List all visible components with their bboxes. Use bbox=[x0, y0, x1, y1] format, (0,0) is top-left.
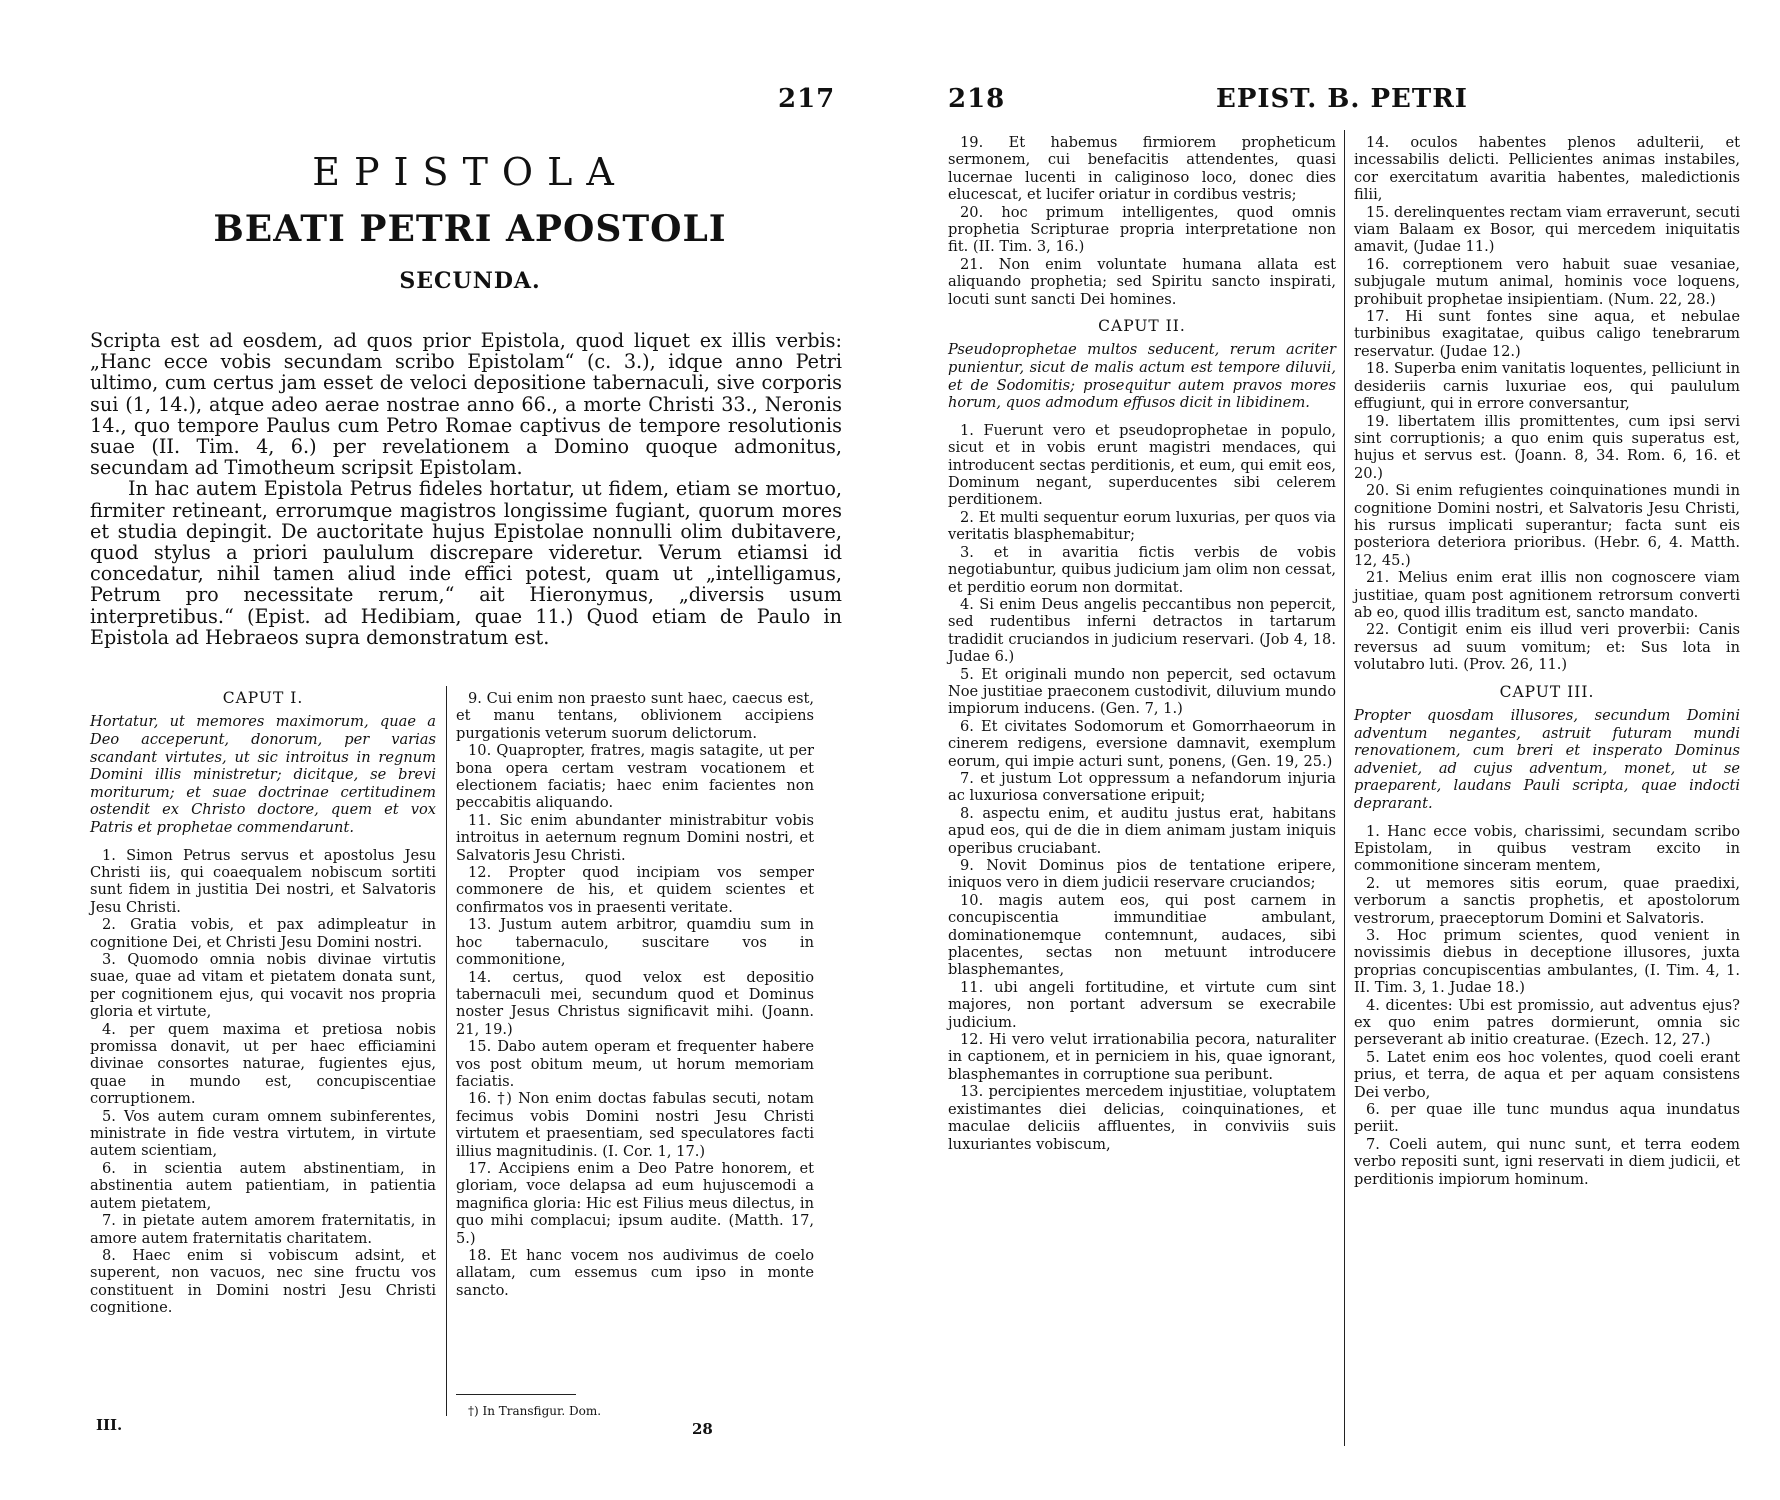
verse: 3. Quomodo omnia nobis divinae virtutis suae, quae ad vitam et pietatem donata sunt, per cognitionem ejus, qui vocavit nos propria gloria et virtute, bbox=[90, 951, 436, 1021]
verse: 13. Justum autem arbitror, quamdiu sum in hoc tabernaculo, suscitare vos in commonitione, bbox=[456, 916, 814, 969]
verse: 8. aspectu enim, et auditu justus erat, habitans apud eos, qui de die in diem animam justam iniquis operibus cruciabant. bbox=[948, 804, 1336, 857]
footnote-rule bbox=[456, 1394, 576, 1395]
chapter-summary: Pseudoprophetae multos seducent, rerum acriter punientur, sicut de malis actum est tempore diluvii, et de Sodomitis; prosequitur autem pravos mores horum, quos admodum effusos dicit in libidinem. bbox=[948, 341, 1336, 412]
verse: 12. Propter quod incipiam vos semper commonere de his, et quidem scientes et confirmatos vos in praesenti veritate. bbox=[456, 864, 814, 916]
page-number: 217 bbox=[778, 84, 836, 114]
verse: 6. Et civitates Sodomorum et Gomorrhaeorum in cinerem redigens, eversione damnavit, exemplum eorum, qui impie acturi sunt, ponens, (Gen. 19, 25.) bbox=[948, 717, 1336, 770]
verse: 2. Gratia vobis, et pax adimpleatur in cognitione Dei, et Christi Jesu Domini nostri. bbox=[90, 916, 436, 951]
verse: 7. in pietate autem amorem fraternitatis, in amore autem fraternitatis charitatem. bbox=[90, 1212, 436, 1247]
caput-heading: CAPUT I. bbox=[222, 689, 304, 707]
verse: 9. Novit Dominus pios de tentatione eripere, iniquos vero in diem judicii reservare cruciandos; bbox=[948, 857, 1336, 892]
verse: 1. Fuerunt vero et pseudoprophetae in populo, sicut et in vobis erunt magistri mendaces, qui introducent sectas perditionis, et eum, qui emit eos, Dominum negant, superducentes sibi celerem perditionem. bbox=[948, 421, 1336, 509]
chapter-summary: Propter quosdam illusores, secundum Domini adventum negantes, astruit futuram mundi renovationem, cum breri et insperato Dominus adveniet, ad cujus adventum, monet, ut se praeparent, laudans Pauli scripta, quae indocti deprarant. bbox=[1354, 707, 1740, 812]
verse: 1. Simon Petrus servus et apostolus Jesu Christi iis, qui coaequalem nobiscum sortiti sunt fidem in justitia Dei nostri, et Salvatoris Jesu Christi. bbox=[90, 846, 436, 916]
verse: 11. ubi angeli fortitudine, et virtute cum sint majores, non portant adversum se execrabile judicium. bbox=[948, 978, 1336, 1031]
verse: 19. libertatem illis promittentes, cum ipsi servi sint corruptionis; a quo enim quis superatus est, hujus et servus est. (Joann. 8, 34. Rom. 6, 16. et 20.) bbox=[1354, 412, 1740, 482]
verse: 2. ut memores sitis eorum, quae praedixi, verborum a sanctis prophetis, et apostolorum vestrorum, praeceptorum Domini et Salvatoris. bbox=[1354, 874, 1740, 927]
verse: 1. Hanc ecce vobis, charissimi, secundam scribo Epistolam, in quibus vestram excito in commonitione sinceram mentem, bbox=[1354, 822, 1740, 875]
verse: 20. Si enim refugientes coinquinationes mundi in cognitione Domini nostri, et Salvatoris Jesu Christi, his rursus implicati superantur; facta sunt eis posteriora deteriora prioribus. (Hebr. 6, 4. Matth. 12, 45.) bbox=[1354, 482, 1740, 569]
verse: 6. per quae ille tunc mundus aqua inundatus periit. bbox=[1354, 1101, 1740, 1136]
intro-paragraph: In hac autem Epistola Petrus fideles hortatur, ut fidem, etiam se mortuo, firmiter retineant, errorumque magistros longissime fugiant, quorum mores et studia depingit. De auctoritate hujus Epistolae nonnulli olim dubitavere, quod stylus a priori paululum discrepare videretur. Verum etiamsi id concedatur, nihil tamen aliud inde effici potest, quam ut „intelligamus, Petrum pro necessitate rerum,“ ait Hieronymus, „diversis usum interpretibus.“ (Epist. ad Hedibiam, quae 11.) Quod etiam de Paulo in Epistola ad Hebraeos supra demonstratum est. bbox=[90, 477, 842, 649]
column-divider bbox=[446, 686, 447, 1416]
verse: 7. et justum Lot oppressum a nefandorum injuria ac luxuriosa conversatione eripuit; bbox=[948, 769, 1336, 805]
verse: 5. Latet enim eos hoc volentes, quod coeli erant prius, et terra, de aqua et per aquam consistens Dei verbo, bbox=[1354, 1048, 1740, 1101]
page-number: 218 bbox=[948, 84, 1006, 114]
column-divider bbox=[1344, 130, 1345, 1446]
verse: 9. Cui enim non praesto sunt haec, caecus est, et manu tentans, oblivionem accipiens purgationis veterum suorum delictorum. bbox=[456, 690, 814, 742]
signature-number: 28 bbox=[692, 1420, 713, 1438]
verse: 21. Melius enim erat illis non cognoscere viam justitiae, quam post agnitionem retrorsum converti ab eo, quod illis traditum est, sancto mandato. bbox=[1354, 569, 1740, 621]
verse: 11. Sic enim abundanter ministrabitur vobis introitus in aeternum regnum Domini nostri, et Salvatoris Jesu Christi. bbox=[456, 811, 814, 864]
signature-mark: III. bbox=[96, 1416, 123, 1434]
verse: 16. †) Non enim doctas fabulas secuti, notam fecimus vobis Domini nostri Jesu Christi virtutem et praesentiam, sed speculatores facti illius magnitudinis. (I. Cor. 1, 17.) bbox=[456, 1090, 814, 1160]
left-page bbox=[90, 0, 850, 1500]
verse: 8. Haec enim si vobiscum adsint, et superent, non vacuos, nec sine fructu vos constituent in Domini nostri Jesu Christi cognitione. bbox=[90, 1246, 436, 1317]
verse: 10. magis autem eos, qui post carnem in concupiscentia immunditiae ambulant, dominationemque contemnunt, audaces, sibi placentes, sectas non metuunt introducere blasphemantes, bbox=[948, 891, 1336, 979]
title-epistola: EPISTOLA bbox=[312, 150, 628, 194]
right-column-2 bbox=[1354, 134, 1740, 1188]
verse: 19. Et habemus firmiorem propheticum sermonem, cui benefacitis attendentes, quasi lucernae lucenti in caliginoso loco, donec dies elucescat, et lucifer oriatur in cordibus vestris; bbox=[948, 134, 1336, 204]
introduction bbox=[90, 330, 842, 648]
verse: 15. Dabo autem operam et frequenter habere vos post obitum meum, ut horum memoriam faciatis. bbox=[456, 1038, 814, 1090]
title-secunda: SECUNDA. bbox=[399, 268, 541, 294]
verse: 15. derelinquentes rectam viam erraverunt, secuti viam Balaam ex Bosor, qui mercedem iniquitatis amavit, (Judae 11.) bbox=[1354, 203, 1740, 256]
verse: 14. certus, quod velox est depositio tabernaculi mei, secundum quod et Dominus noster Jesus Christus significavit mihi. (Joann. 21, 19.) bbox=[456, 968, 814, 1038]
verse: 10. Quapropter, fratres, magis satagite, ut per bona opera certam vestram vocationem et electionem faciatis; haec enim facientes non peccabitis aliquando. bbox=[456, 742, 814, 812]
verse: 4. dicentes: Ubi est promissio, aut adventus ejus? ex quo enim patres dormierunt, omnia sic perseverant ab initio creaturae. (Ezech. 12, 27.) bbox=[1354, 996, 1740, 1049]
left-column-1 bbox=[90, 690, 436, 1317]
verse: 20. hoc primum intelligentes, quod omnis prophetia Scripturae propria interpretatione non fit. (II. Tim. 3, 16.) bbox=[948, 203, 1336, 256]
verse: 2. Et multi sequentur eorum luxurias, per quos via veritatis blasphemabitur; bbox=[948, 508, 1336, 544]
verse: 7. Coeli autem, qui nunc sunt, et terra eodem verbo repositi sunt, igni reservati in diem judicii, et perditionis impiorum hominum. bbox=[1354, 1135, 1740, 1188]
left-column-2 bbox=[456, 690, 814, 1299]
verse: 13. percipientes mercedem injustitiae, voluptatem existimantes diei delicias, coinquinationes, et maculae deliciis affluentes, in conviviis suis luxuriantes vobiscum, bbox=[948, 1083, 1336, 1153]
verse: 3. Hoc primum scientes, quod venient in novissimis diebus in deceptione illusores, juxta proprias concupiscentias ambulantes, (I. Tim. 4, 1. II. Tim. 3, 1. Judae 18.) bbox=[1354, 927, 1740, 997]
verse: 18. Et hanc vocem nos audivimus de coelo allatam, cum essemus cum ipso in monte sancto. bbox=[456, 1247, 814, 1299]
caput-heading: CAPUT III. bbox=[1499, 682, 1595, 701]
verse: 21. Non enim voluntate humana allata est aliquando prophetia; sed Spiritu sancto inspirati, locuti sunt sancti Dei homines. bbox=[948, 255, 1336, 308]
verse: 12. Hi vero velut irrationabilia pecora, naturaliter in captionem, et in perniciem in his, quae ignorant, blasphemantes in corruptione sua peribunt. bbox=[948, 1031, 1336, 1083]
verse: 17. Hi sunt fontes sine aqua, et nebulae turbinibus exagitatae, quibus caligo tenebrarum reservatur. (Judae 12.) bbox=[1354, 308, 1740, 360]
verse: 4. per quem maxima et pretiosa nobis promissa donavit, ut per haec efficiamini divinae consortes naturae, fugientes ejus, quae in mundo est, concupiscentiae corruptionem. bbox=[90, 1020, 436, 1108]
title-beati-petri: BEATI PETRI APOSTOLI bbox=[213, 208, 727, 250]
verse: 17. Accipiens enim a Deo Patre honorem, et gloriam, voce delapsa ad eum hujuscemodi a magnifica gloria: Hic est Filius meus dilectus, in quo mihi complacui; ipsum audite. (Matth. 17, 5.) bbox=[456, 1159, 814, 1247]
verse: 3. et in avaritia fictis verbis de vobis negotiabuntur, quibus judicium jam olim non cessat, et perditio eorum non dormitat. bbox=[948, 543, 1336, 596]
footnote: †) In Transfigur. Dom. bbox=[468, 1404, 602, 1418]
verse: 16. correptionem vero habuit suae vesaniae, subjugale mutum animal, hominis voce loquens, prohibuit prophetae insipientiam. (Num. 22, 28.) bbox=[1354, 255, 1740, 308]
verse: 22. Contigit enim eis illud veri proverbii: Canis reversus ad suum vomitum; et: Sus lota in volutabro luti. (Prov. 26, 11.) bbox=[1354, 621, 1740, 674]
verse: 5. Vos autem curam omnem subinferentes, ministrate in fide vestra virtutem, in virtute autem scientiam, bbox=[90, 1107, 436, 1160]
verse: 4. Si enim Deus angelis peccantibus non pepercit, sed rudentibus inferni detractos in tartarum tradidit cruciandos in judicium reservari. (Job 4, 18. Judae 6.) bbox=[948, 595, 1336, 666]
verse: 14. oculos habentes plenos adulterii, et incessabilis delicti. Pellicientes animas instabiles, cor exercitatum avaritia habentes, maledictionis filii, bbox=[1354, 134, 1740, 204]
verse: 6. in scientia autem abstinentiam, in abstinentia autem patientiam, in patientia autem pietatem, bbox=[90, 1159, 436, 1212]
right-page bbox=[948, 0, 1748, 1500]
verse: 5. Et originali mundo non pepercit, sed octavum Noe justitiae praeconem custodivit, diluvium mundo impiorum inducens. (Gen. 7, 1.) bbox=[948, 665, 1336, 718]
caput-heading: CAPUT II. bbox=[1098, 317, 1186, 336]
intro-paragraph: Scripta est ad eosdem, ad quos prior Epistola, quod liquet ex illis verbis: „Hanc ecce vobis secundam scribo Epistolam“ (c. 3.), idque anno Petri ultimo, cum certus jam esset de veloci depositione tabernaculi, sive corporis sui (1, 14.), atque adeo aerae nostrae anno 66., a morte Christi 33., Neronis 14., quo tempore Paulus cum Petro Romae captivus de tempore resolutionis suae (II. Tim. 4, 6.) per revelationem a Domino quoque admonitus, secundam ad Timotheum scripsit Epistolam. bbox=[90, 329, 842, 480]
verse: 18. Superba enim vanitatis loquentes, pelliciunt in desideriis carnis luxuriae eos, qui paululum effugiunt, qui in errore conversantur, bbox=[1354, 360, 1740, 413]
right-column-1 bbox=[948, 134, 1336, 1153]
running-head: EPIST. B. PETRI bbox=[1216, 84, 1468, 114]
chapter-summary: Hortatur, ut memores maximorum, quae a Deo acceperunt, donorum, per varias scandant virtutes, ut sic introitus in regnum Domini illis ministretur; dicitque, se brevi moriturum; et suae doctrinae certitudinem ostendit ex Christo doctore, quem et vox Patris et prophetae commendarunt. bbox=[90, 713, 436, 836]
